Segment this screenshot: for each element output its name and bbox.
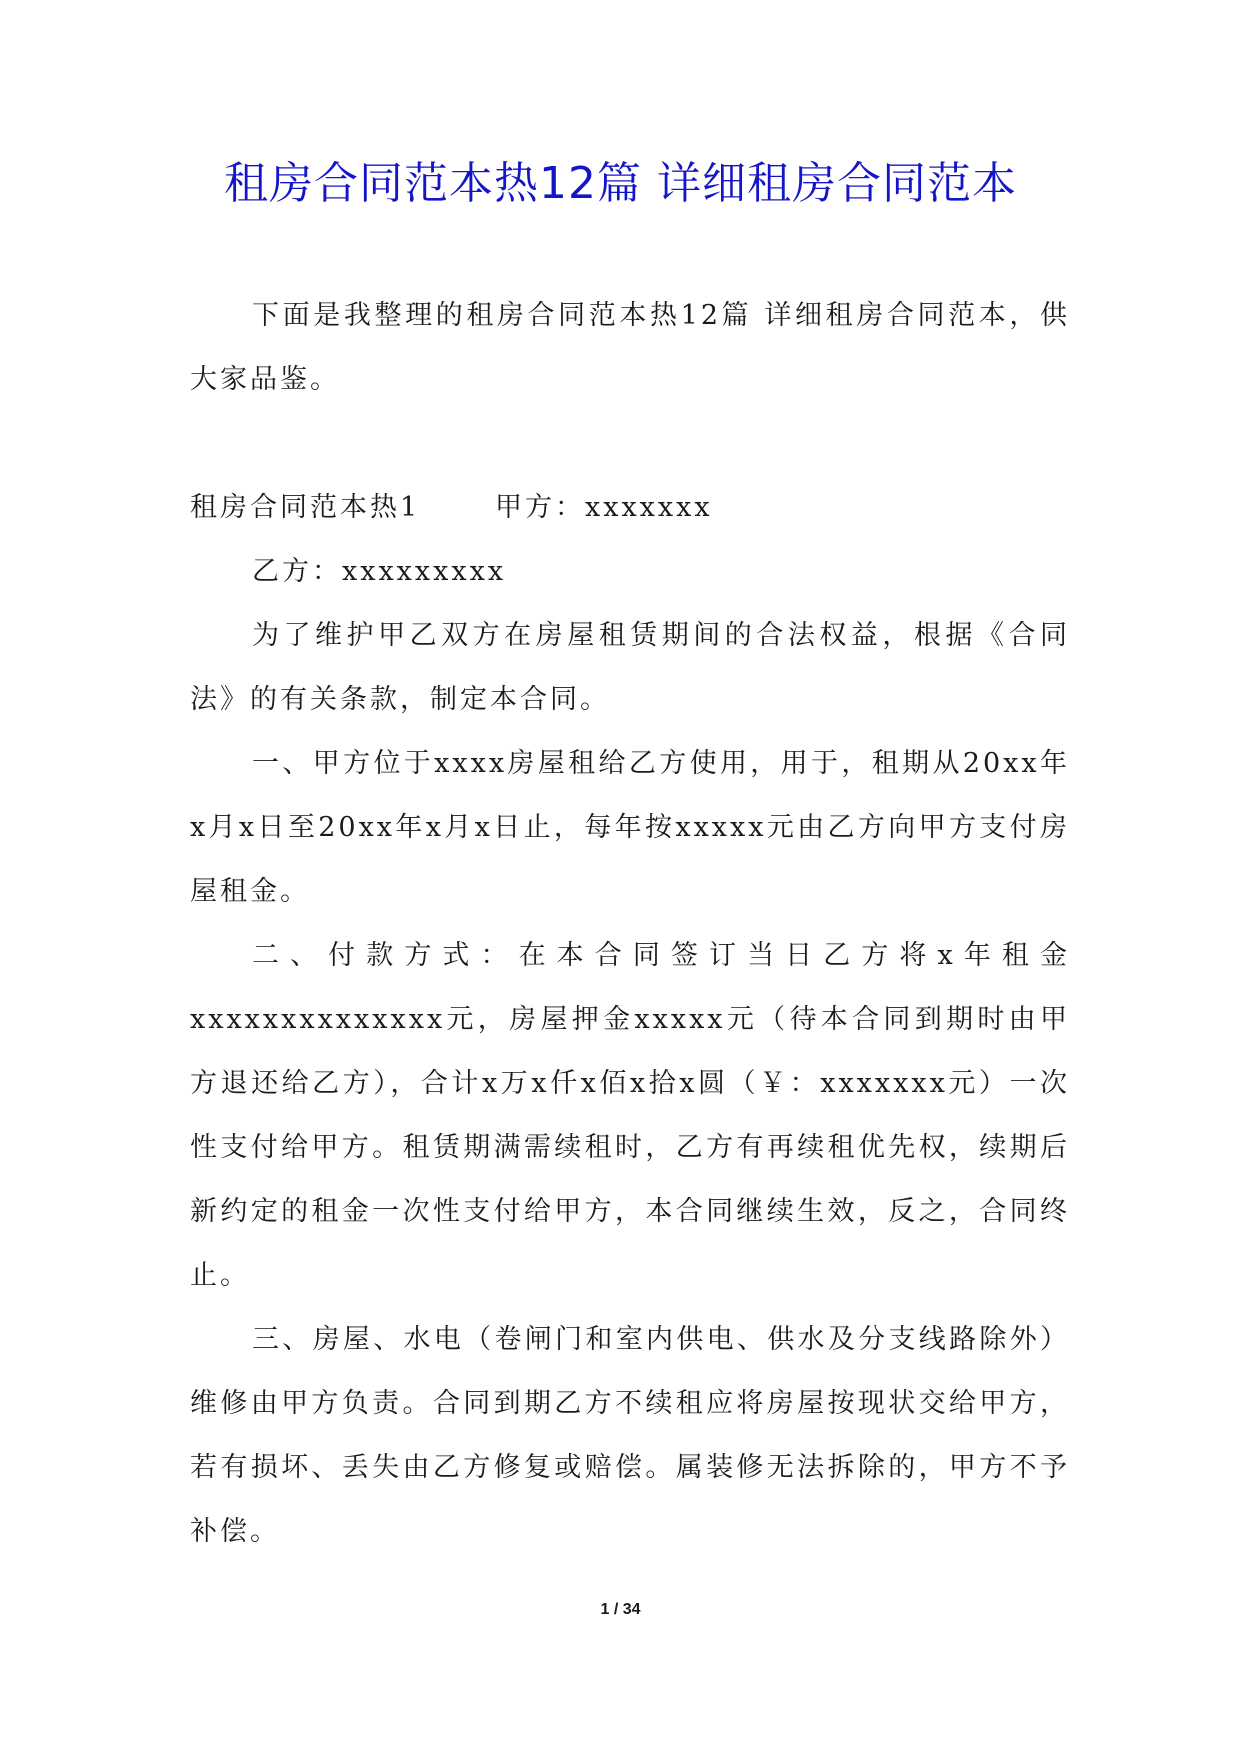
- party-a: 甲方：xxxxxxx: [495, 492, 713, 523]
- section-heading: 租房合同范本热1: [190, 492, 421, 523]
- paragraph-clause-2: 二、付款方式：在本合同签订当日乙方将x年租金xxxxxxxxxxxxxx元，房屋押金xxxxx元（待本合同到期时由甲方退还给乙方），合计x万x仟x佰x拾x圆（￥：xxxxxxx元）一次性支付给甲方。租赁期满需续租时，乙方有再续租优先权，续期后新约定的租金一次性支付给甲方，本合同继续生效，反之，合同终止。: [190, 940, 1070, 1291]
- intro-paragraph: 下面是我整理的租房合同范本热12篇 详细租房合同范本，供大家品鉴。: [190, 300, 1070, 395]
- paragraph-purpose: 为了维护甲乙双方在房屋租赁期间的合法权益，根据《合同法》的有关条款，制定本合同。: [190, 620, 1070, 715]
- document-title: 租房合同范本热12篇 详细租房合同范本: [224, 158, 1017, 209]
- paragraph-clause-1: 一、甲方位于xxxx房屋租给乙方使用，用于，租期从20xx年x月x日至20xx年x月x日止，每年按xxxxx元由乙方向甲方支付房屋租金。: [190, 748, 1070, 907]
- document-body: [190, 284, 1070, 1564]
- paragraph-clause-3: 三、房屋、水电（卷闸门和室内供电、供水及分支线路除外）维修由甲方负责。合同到期乙方不续租应将房屋按现状交给甲方，若有损坏、丢失由乙方修复或赔偿。属装修无法拆除的，甲方不予补偿。: [190, 1324, 1070, 1547]
- page-number: 1 / 34: [600, 1601, 641, 1618]
- section-heading-row: [190, 476, 1070, 540]
- party-b: 乙方：xxxxxxxxx: [252, 556, 507, 587]
